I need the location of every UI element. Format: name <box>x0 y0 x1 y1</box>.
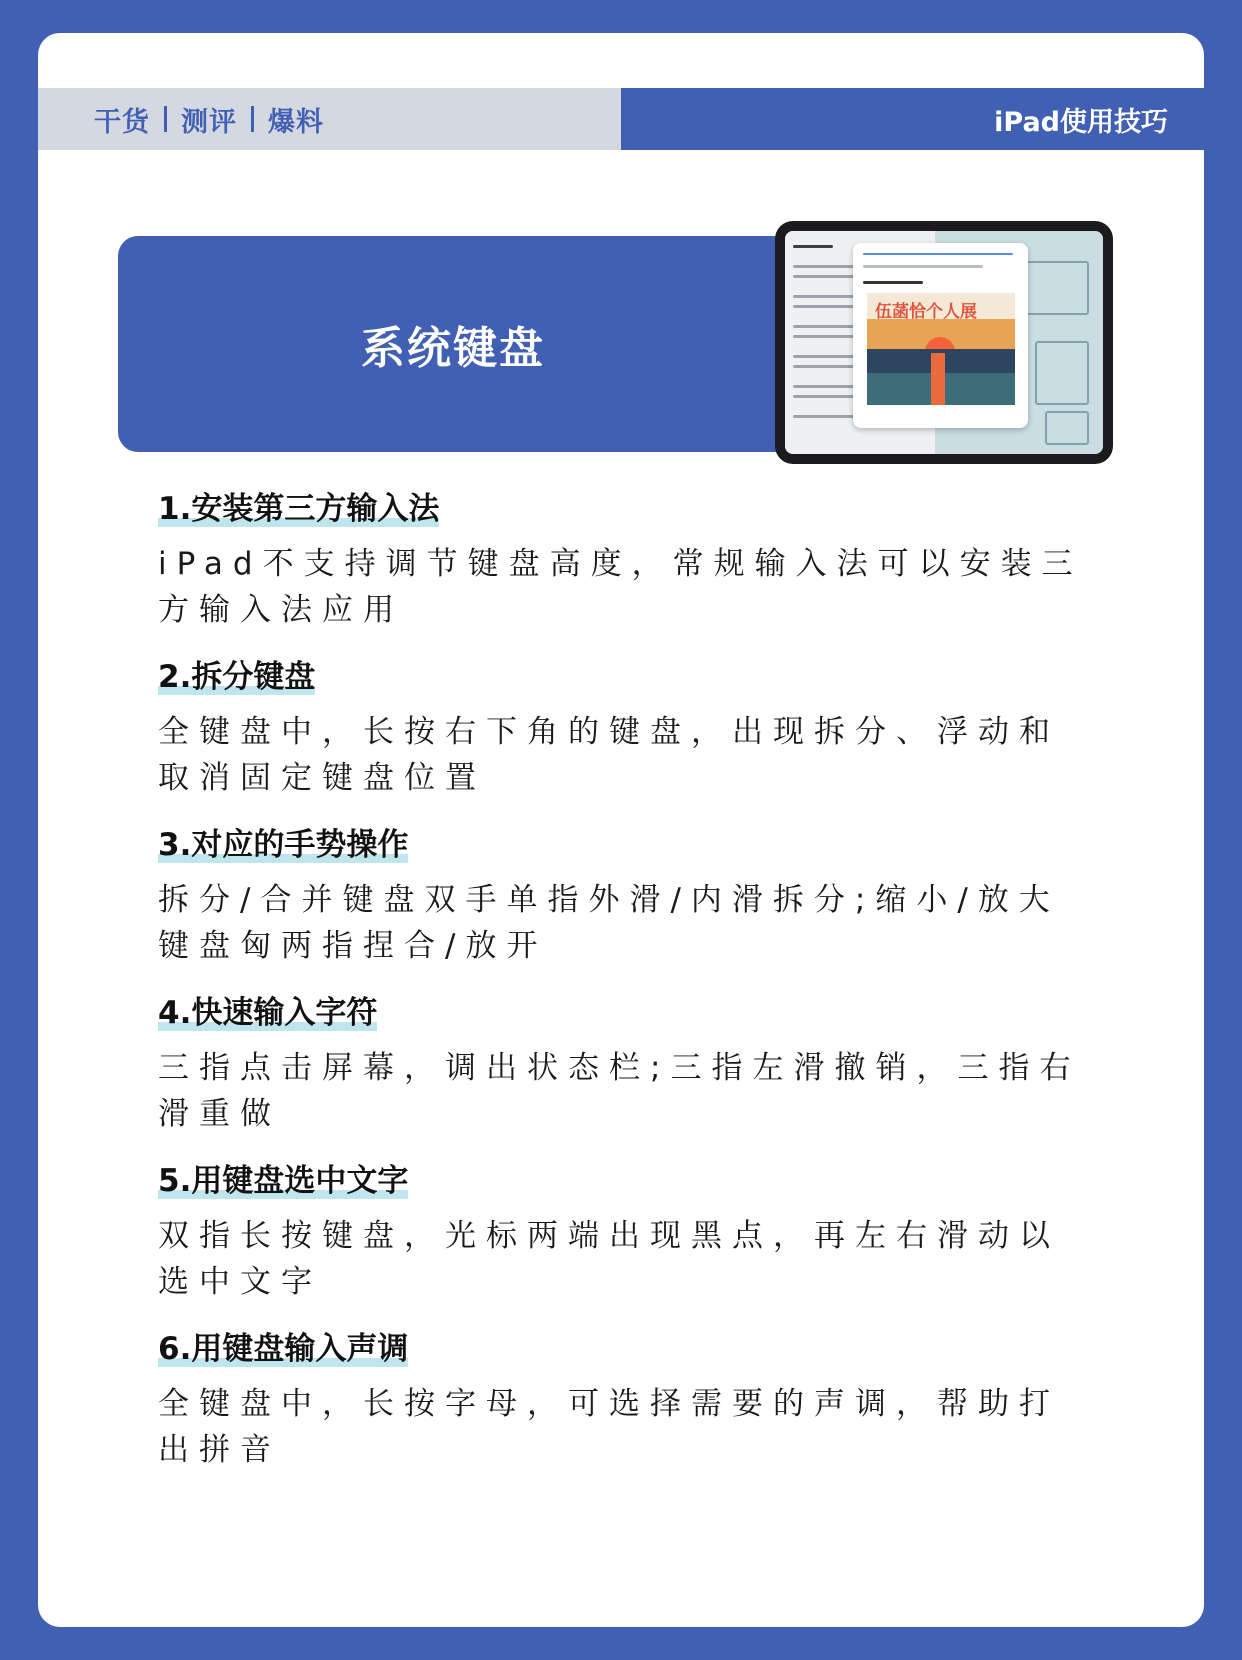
tip-title: 2.拆分键盘 <box>158 656 315 698</box>
list-line <box>793 245 833 248</box>
mail-toolbar <box>863 253 1013 255</box>
map-block <box>1045 411 1089 445</box>
tag-item: 干货 <box>94 106 150 138</box>
header-bar <box>38 88 1204 150</box>
tag-list <box>94 100 324 139</box>
tip-item <box>158 488 1083 633</box>
tip-body: 全键盘中，长按右下角的键盘，出现拆分、浮动和取消固定键盘位置 <box>158 714 1060 796</box>
series-title: iPad使用技巧 <box>994 106 1168 138</box>
tips-list <box>158 488 1083 1496</box>
tag-divider <box>164 106 167 132</box>
mail-line <box>863 265 983 268</box>
mail-window <box>853 243 1028 428</box>
poster-title: 伍菡恰个人展 <box>875 302 977 322</box>
section-title: 系统键盘 <box>361 323 545 374</box>
tip-item <box>158 1160 1078 1305</box>
content-card <box>38 33 1204 1627</box>
tip-title: 4.快速输入字符 <box>158 992 377 1034</box>
tip-item <box>158 1328 1078 1473</box>
tip-title: 1.安装第三方输入法 <box>158 488 439 530</box>
tip-item <box>158 992 1081 1137</box>
tip-title: 6.用键盘输入声调 <box>158 1328 408 1370</box>
poster-image <box>867 293 1015 405</box>
tag-item: 爆料 <box>268 106 324 138</box>
map-block <box>1025 261 1089 315</box>
tip-body: 三指点击屏幕，调出状态栏;三指左滑撤销，三指右滑重做 <box>158 1050 1081 1132</box>
tip-body: 双指长按键盘，光标两端出现黑点，再左右滑动以选中文字 <box>158 1218 1060 1300</box>
tip-body: iPad不支持调节键盘高度，常规输入法可以安装三方输入法应用 <box>158 546 1083 628</box>
tip-body: 拆分/合并键盘双手单指外滑/内滑拆分;缩小/放大键盘匈两指捏合/放开 <box>158 882 1060 964</box>
tip-title: 5.用键盘选中文字 <box>158 1160 408 1202</box>
ipad-illustration <box>775 221 1113 464</box>
tag-item: 测评 <box>181 106 237 138</box>
tip-item <box>158 656 1078 801</box>
tag-divider <box>251 106 254 132</box>
tag-bar <box>38 88 621 150</box>
tip-body: 全键盘中，长按字母，可选择需要的声调，帮助打出拼音 <box>158 1386 1060 1468</box>
mail-line <box>863 281 923 284</box>
ipad-screen <box>785 231 1103 454</box>
tip-item <box>158 824 1078 969</box>
map-block <box>1035 341 1089 405</box>
series-title-bar <box>621 88 1204 150</box>
poster-road <box>931 353 945 405</box>
section-banner <box>118 236 818 452</box>
tip-title: 3.对应的手势操作 <box>158 824 408 866</box>
